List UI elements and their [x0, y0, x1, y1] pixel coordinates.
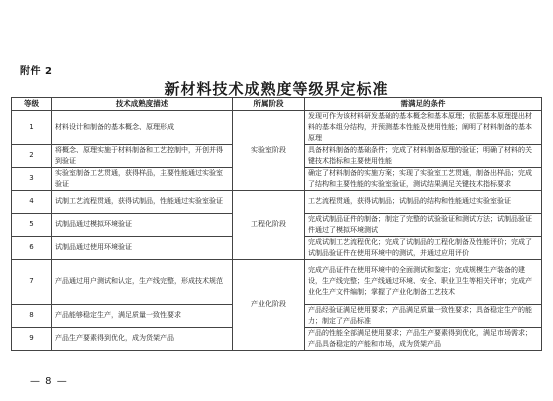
description-cell: 试制品通过使用环境验证 — [52, 236, 233, 259]
conditions-cell: 产品的性能全部满足使用要求；产品生产要素得到优化，满足市场需求；产品具备稳定的产能和市场，成为货架产品 — [305, 327, 542, 350]
conditions-cell: 工艺流程贯通，获得试制品；试制品的结构和性能通过实验室验证 — [305, 190, 542, 213]
level-cell: 6 — [12, 236, 52, 259]
level-cell: 3 — [12, 167, 52, 190]
annex-label: 附件 2 — [20, 66, 53, 77]
conditions-cell: 完成试制品证件的制备；制定了完整的试验验证和测试方法；试制品验证件通过了模拟环境测试 — [305, 213, 542, 236]
description-cell: 实验室制备工艺贯通，获得样品，主要性能通过实验室验证 — [52, 167, 233, 190]
description-cell: 产品生产要素得到优化，成为货架产品 — [52, 327, 233, 350]
stage-cell-industrialization: 产业化阶段 — [233, 259, 305, 350]
stage-cell-laboratory: 实验室阶段 — [233, 111, 305, 191]
description-cell: 产品能够稳定生产，满足质量一致性要求 — [52, 304, 233, 327]
table-row — [12, 259, 542, 304]
level-cell: 2 — [12, 144, 52, 167]
level-cell: 5 — [12, 213, 52, 236]
description-cell: 试制品通过模拟环境验证 — [52, 213, 233, 236]
column-header-stage: 所属阶段 — [233, 98, 305, 111]
conditions-cell: 确定了材料制备的实施方案；实现了实验室工艺贯通，制备出样品；完成了结构和主要性能的实验室验证，测试结果满足关键技术指标要求 — [305, 167, 542, 190]
description-cell: 材料设计和制备的基本概念、原理形成 — [52, 111, 233, 145]
level-cell: 4 — [12, 190, 52, 213]
table-row — [12, 190, 542, 213]
level-cell: 9 — [12, 327, 52, 350]
conditions-cell: 完成产品证件在使用环境中的全面测试和鉴定；完成规模生产装备的建设，生产线完整；生产线通过环境、安全、职业卫生等相关评审；完成产业化生产文件编制；掌握了产业化制备工艺技术 — [305, 259, 542, 304]
maturity-level-table — [11, 97, 542, 351]
description-cell: 产品通过用户测试和认定，生产线完整，形成技术规范 — [52, 259, 233, 304]
column-header-description: 技术成熟度描述 — [52, 98, 233, 111]
stage-cell-engineering: 工程化阶段 — [233, 190, 305, 259]
conditions-cell: 完成试制工艺流程优化；完成了试制品的工程化制备及性能评价；完成了试制品验证件在使用环境中的测试，并通过应用评价 — [305, 236, 542, 259]
level-cell: 7 — [12, 259, 52, 304]
page-number: — 8 — — [30, 376, 68, 387]
conditions-cell: 发现可作为该材料研发基础的基本概念和基本原理；依据基本原理提出材料的基本组分结构，并预测基本性能及使用性能；阐明了材料制备的基本原理 — [305, 111, 542, 145]
document-title: 新材料技术成熟度等级界定标准 — [164, 80, 389, 98]
conditions-cell: 具备材料制备的基础条件；完成了材料制备原理的验证；明确了材料的关键技术指标和主要使用性能 — [305, 144, 542, 167]
level-cell: 8 — [12, 304, 52, 327]
description-cell: 试制工艺流程贯通，获得试制品，性能通过实验室验证 — [52, 190, 233, 213]
column-header-conditions: 需满足的条件 — [305, 98, 542, 111]
table-header-row — [12, 98, 542, 111]
level-cell: 1 — [12, 111, 52, 145]
description-cell: 将概念、原理实施于材料制备和工艺控制中，开创并得到验证 — [52, 144, 233, 167]
table-row — [12, 111, 542, 145]
column-header-level: 等级 — [12, 98, 52, 111]
conditions-cell: 产品经验证满足使用要求；产品满足质量一致性要求；具备稳定生产的能力；制定了产品标准 — [305, 304, 542, 327]
